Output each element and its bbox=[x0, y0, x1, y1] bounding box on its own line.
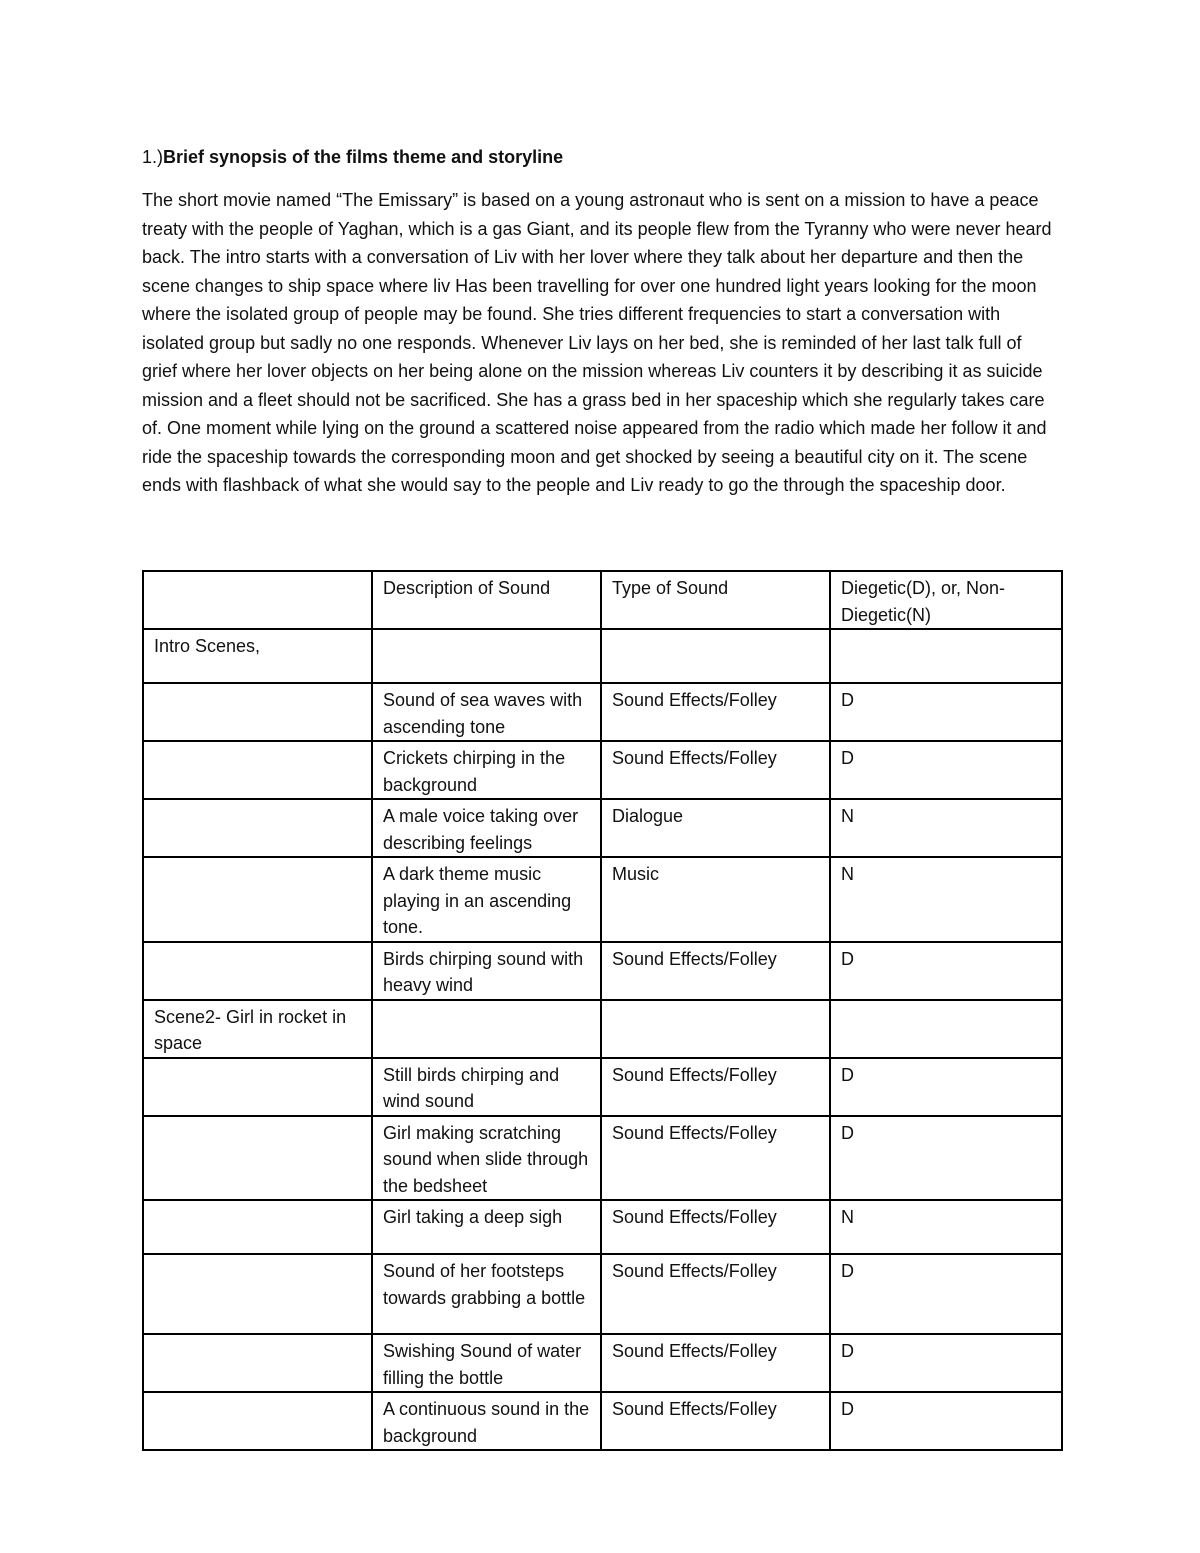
scene-cell bbox=[143, 799, 372, 857]
description-cell: Sound of her footsteps towards grabbing a bottle bbox=[372, 1254, 601, 1334]
scene-cell bbox=[143, 1200, 372, 1254]
diegetic-cell: N bbox=[830, 857, 1062, 942]
type-cell: Sound Effects/Folley bbox=[601, 1200, 830, 1254]
table-row bbox=[143, 1058, 1062, 1116]
description-cell: Girl taking a deep sigh bbox=[372, 1200, 601, 1254]
type-cell: Sound Effects/Folley bbox=[601, 1116, 830, 1201]
scene-cell bbox=[143, 1392, 372, 1450]
description-cell bbox=[372, 629, 601, 683]
diegetic-cell: D bbox=[830, 1334, 1062, 1392]
diegetic-cell: D bbox=[830, 741, 1062, 799]
description-cell: Crickets chirping in the background bbox=[372, 741, 601, 799]
diegetic-cell bbox=[830, 1000, 1062, 1058]
table-row bbox=[143, 942, 1062, 1000]
table-row bbox=[143, 1334, 1062, 1392]
diegetic-cell: D bbox=[830, 1058, 1062, 1116]
diegetic-cell: D bbox=[830, 683, 1062, 741]
table-row bbox=[143, 629, 1062, 683]
table-row bbox=[143, 799, 1062, 857]
scene-cell bbox=[143, 1334, 372, 1392]
diegetic-cell: D bbox=[830, 1254, 1062, 1334]
scene-cell bbox=[143, 1058, 372, 1116]
type-cell: Sound Effects/Folley bbox=[601, 1058, 830, 1116]
sound-analysis-table bbox=[142, 570, 1063, 1451]
table-row bbox=[143, 857, 1062, 942]
type-cell: Sound Effects/Folley bbox=[601, 1392, 830, 1450]
type-cell: Music bbox=[601, 857, 830, 942]
description-cell bbox=[372, 1000, 601, 1058]
section-heading bbox=[142, 143, 563, 171]
header-cell-description: Description of Sound bbox=[372, 571, 601, 629]
table-row bbox=[143, 741, 1062, 799]
diegetic-cell: D bbox=[830, 1116, 1062, 1201]
table-header-row bbox=[143, 571, 1062, 629]
table-row bbox=[143, 1254, 1062, 1334]
synopsis-paragraph: The short movie named “The Emissary” is based on a young astronaut who is sent on a mission to have a peace treaty with the people of Yaghan, which is a gas Giant, and its people flew from the Tyranny who were never heard back. The intro starts with a conversation of Liv with her lover where they talk about her departure and then the scene changes to ship space where liv Has been travelling for over one hundred light years looking for the moon where the isolated group of people may be found. She tries different frequencies to start a conversation with isolated group but sadly no one responds. Whenever Liv lays on her bed, she is reminded of her last talk full of grief where her lover objects on her being alone on the mission whereas Liv counters it by describing it as suicide mission and a fleet should not be sacrificed. She has a grass bed in her spaceship which she regularly takes care of. One moment while lying on the ground a scattered noise appeared from the radio which made her follow it and ride the spaceship towards the corresponding moon and get shocked by seeing a beautiful city on it. The scene ends with flashback of what she would say to the people and Liv ready to go the through the spaceship door. bbox=[142, 190, 1052, 495]
table-row bbox=[143, 1392, 1062, 1450]
description-cell: Birds chirping sound with heavy wind bbox=[372, 942, 601, 1000]
scene-cell bbox=[143, 1116, 372, 1201]
diegetic-cell: N bbox=[830, 799, 1062, 857]
diegetic-cell: D bbox=[830, 1392, 1062, 1450]
scene-cell: Intro Scenes, bbox=[143, 629, 372, 683]
description-cell: Sound of sea waves with ascending tone bbox=[372, 683, 601, 741]
description-cell: A male voice taking over describing feelings bbox=[372, 799, 601, 857]
header-cell-scene bbox=[143, 571, 372, 629]
header-cell-diegetic: Diegetic(D), or, Non-Diegetic(N) bbox=[830, 571, 1062, 629]
type-cell bbox=[601, 629, 830, 683]
scene-cell bbox=[143, 857, 372, 942]
type-cell: Sound Effects/Folley bbox=[601, 683, 830, 741]
scene-cell: Scene2- Girl in rocket in space bbox=[143, 1000, 372, 1058]
diegetic-cell bbox=[830, 629, 1062, 683]
diegetic-cell: N bbox=[830, 1200, 1062, 1254]
section-title: Brief synopsis of the films theme and storyline bbox=[163, 147, 564, 167]
scene-cell bbox=[143, 741, 372, 799]
scene-cell bbox=[143, 1254, 372, 1334]
description-cell: Still birds chirping and wind sound bbox=[372, 1058, 601, 1116]
diegetic-cell: D bbox=[830, 942, 1062, 1000]
type-cell: Sound Effects/Folley bbox=[601, 741, 830, 799]
type-cell: Sound Effects/Folley bbox=[601, 1334, 830, 1392]
table-row bbox=[143, 1200, 1062, 1254]
description-cell: Girl making scratching sound when slide through the bedsheet bbox=[372, 1116, 601, 1201]
description-cell: A continuous sound in the background bbox=[372, 1392, 601, 1450]
scene-cell bbox=[143, 683, 372, 741]
section-number: 1.) bbox=[142, 147, 164, 167]
table-row bbox=[143, 1116, 1062, 1201]
description-cell: A dark theme music playing in an ascending tone. bbox=[372, 857, 601, 942]
table-row bbox=[143, 683, 1062, 741]
scene-cell bbox=[143, 942, 372, 1000]
type-cell: Dialogue bbox=[601, 799, 830, 857]
type-cell: Sound Effects/Folley bbox=[601, 1254, 830, 1334]
table-row bbox=[143, 1000, 1062, 1058]
type-cell bbox=[601, 1000, 830, 1058]
header-cell-type: Type of Sound bbox=[601, 571, 830, 629]
description-cell: Swishing Sound of water filling the bottle bbox=[372, 1334, 601, 1392]
type-cell: Sound Effects/Folley bbox=[601, 942, 830, 1000]
